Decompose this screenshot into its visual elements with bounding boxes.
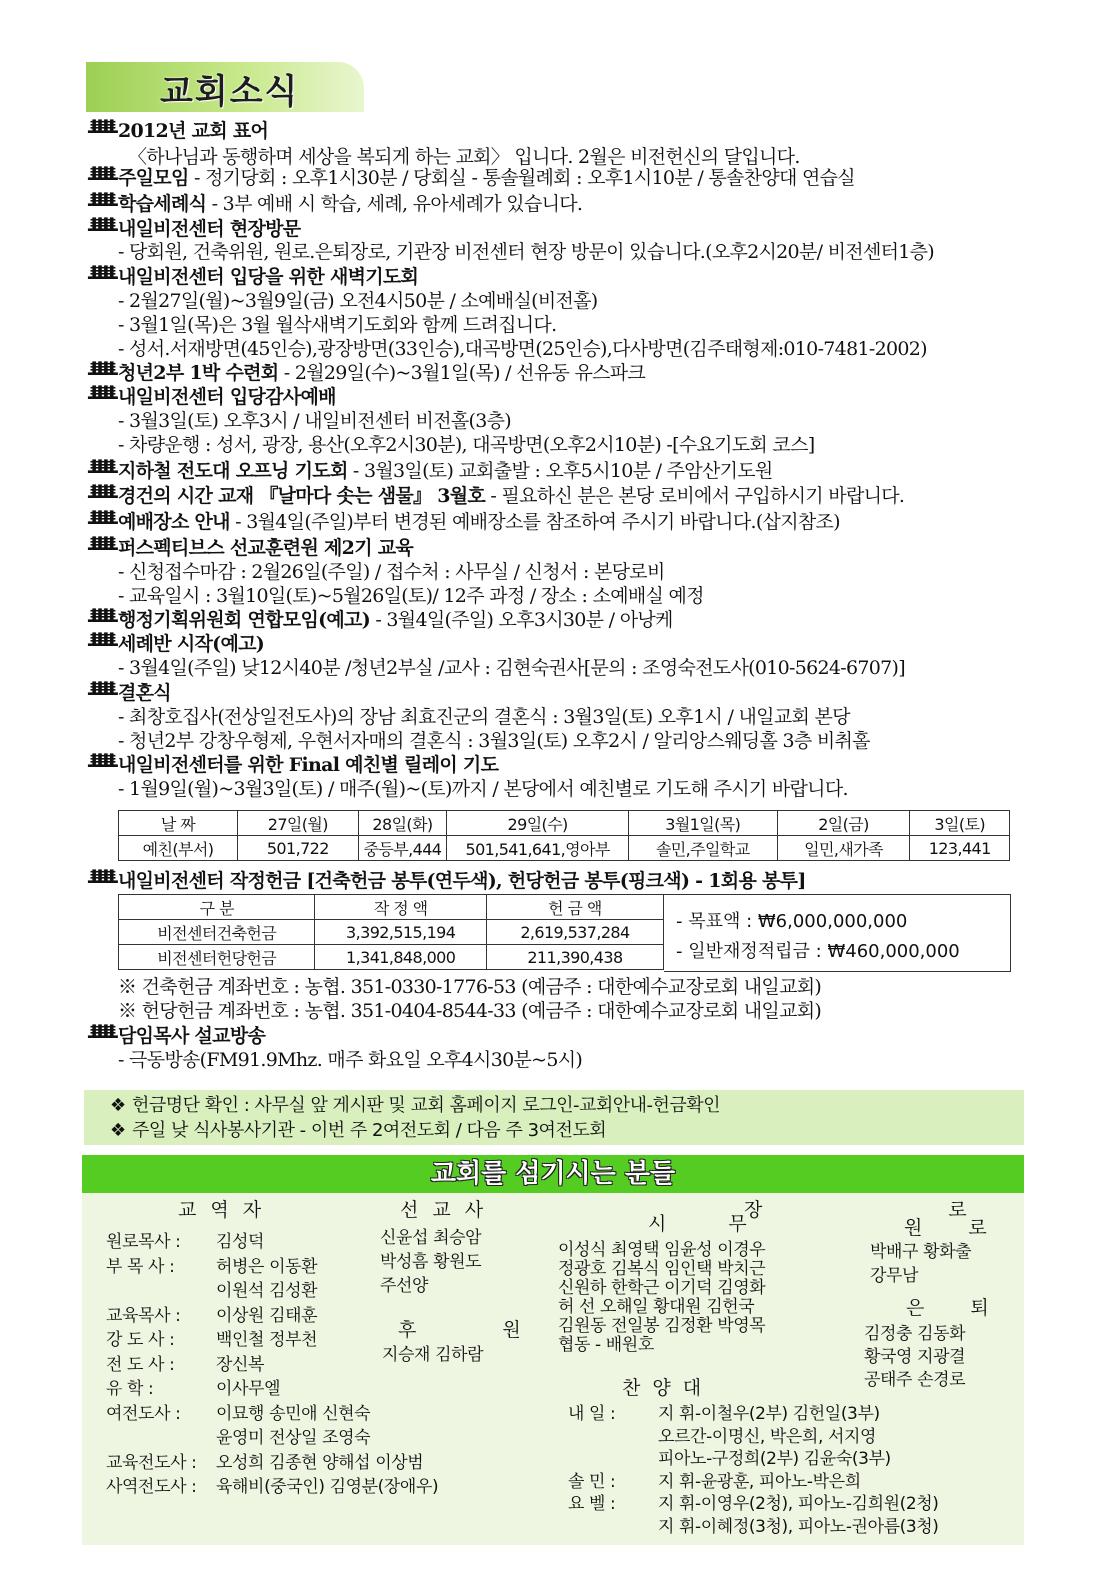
news-text (118, 165, 855, 191)
minister-names: 장신복 (216, 1354, 265, 1375)
relay-header-cell: 3일(토) (910, 811, 1010, 836)
ruler-icon: ᚙ (88, 754, 117, 776)
pledge-cell: 3,392,515,194 (315, 920, 486, 945)
relay-header-cell: 28일(화) (358, 811, 447, 836)
notice-item: ❖ 헌금명단 확인 : 사무실 앞 게시판 및 교회 홈페이지 로그인-교회안내-헌금확인 (132, 1093, 720, 1119)
ruler-icon: ᚙ (88, 633, 117, 655)
minister-role: 여전도사 : (106, 1403, 181, 1424)
retired-heading: 은 퇴 (906, 1297, 1009, 1319)
news-detail: - 3월3일(토) 오후3시 / 내일비전센터 비전홀(3층) (118, 410, 511, 432)
diamond-bullet-icon: ❖ (110, 1120, 126, 1141)
ruler-icon: ᚙ (88, 537, 117, 559)
choir-name: 솔 민 : (568, 1471, 616, 1492)
dedication-account: ※ 헌당헌금 계좌번호 : 농협. 351-0404-8544-33 (예금주 : 대한예수교장로회 내일교회) (118, 1000, 822, 1022)
choir-name: 요 벨 : (568, 1494, 616, 1514)
relay-cell: 중등부,444 (358, 836, 447, 861)
news-detail: - 1월9일(월)~3월3일(토) / 매주(월)~(토)까지 / 본당에서 예친별로 기도해 주시기 바랍니다. (118, 778, 848, 800)
ruler-icon: ᚙ (88, 460, 117, 482)
retired-names: 김정충 김동화 (864, 1324, 966, 1344)
pledge-cell: 211,390,438 (486, 945, 663, 970)
news-heading: 내일비전센터 입당을 위한 새벽기도회 (118, 266, 419, 288)
news-text (118, 264, 418, 290)
notice-item: ❖ 주일 낮 식사봉사기관 - 이번 주 2여전도회 / 다음 주 3여전도회 (132, 1118, 606, 1144)
ruler-icon: ᚙ (88, 870, 117, 892)
news-detail: - 2월27일(월)~3월9일(금) 오전4시50분 / 소예배실(비전홀) (118, 290, 598, 312)
relay-header-cell: 27일(월) (238, 811, 359, 836)
news-heading: 퍼스펙티브스 선교훈련원 제2기 교육 (118, 537, 414, 559)
ruler-icon: ᚙ (88, 511, 117, 533)
servants-panel (82, 1193, 1057, 1545)
notice-box (84, 1090, 1024, 1145)
ruler-icon: ᚙ (88, 362, 117, 384)
pledge-heading: 내일비전센터 작정헌금 [건축헌금 봉투(연두색), 헌당헌금 봉투(핑크색) - 1회용 봉투] (118, 870, 806, 892)
news-text (118, 680, 171, 706)
news-text (118, 458, 773, 484)
ruler-icon: ᚙ (88, 682, 117, 704)
news-heading: 내일비전센터를 위한 Final 예친별 릴레이 기도 (118, 754, 499, 776)
minister-names: 이사무엘 (216, 1379, 281, 1399)
news-detail: - 3월4일(주일)부터 변경된 예배장소를 참조하여 주시기 바랍니다.(삽지참조) (229, 511, 840, 533)
emeritus-names: 강무남 (870, 1266, 919, 1286)
elder-names: 김원동 전일봉 김정환 박영목 (558, 1316, 766, 1336)
emeritus-heading: 원 로 (904, 1217, 1007, 1239)
news-detail: - 신청접수마감 : 2월26일(주일) / 접수처 : 사무실 / 신청서 : 본당로비 (118, 561, 665, 583)
news-heading: 학습세례식 (118, 193, 207, 215)
news-heading: 내일비전센터 입당감사예배 (118, 386, 336, 408)
news-detail: - 차량운행 : 성서, 광장, 용산(오후2시30분), 대곡방면(오후2시10분) -[수요기도회 코스] (118, 434, 815, 456)
news-text (118, 191, 582, 217)
minister-role: 사역전도사 : (106, 1477, 197, 1497)
news-detail: - 3월1일(목)은 3월 월삭새벽기도회와 함께 드려집니다. (118, 314, 557, 336)
pledge-goals (664, 894, 1011, 972)
minister-names: 이묘행 송민애 신현숙 (216, 1403, 371, 1424)
news-detail: - 청년2부 강창우형제, 우현서자매의 결혼식 : 3월3일(토) 오후2시 / 알리앙스웨딩홀 3층 비취홀 (118, 730, 870, 752)
pledge-cell: 1,341,848,000 (315, 945, 486, 970)
section-title: 교회소식 (160, 72, 300, 112)
relay-header-cell: 29일(수) (447, 811, 629, 836)
news-text (118, 483, 904, 509)
relay-cell: 솔민,주일학교 (628, 836, 777, 861)
ruler-icon: ᚙ (88, 218, 117, 240)
news-heading: 경건의 시간 교재 『날마다 솟는 샘물』 3월호 (118, 485, 486, 507)
choir-detail: 지 휘-이혜정(3청), 피아노-권아름(3청) (658, 1516, 939, 1537)
ruler-icon: ᚙ (88, 1025, 117, 1047)
elder-names: 이성식 최영택 임윤성 이경우 (558, 1240, 766, 1260)
news-text (118, 384, 336, 410)
support-heading: 후 원 (398, 1319, 561, 1341)
pledge-header-cell: 작 정 액 (315, 895, 486, 920)
relay-cell: 일민,새가족 (777, 836, 910, 861)
news-text (118, 118, 268, 144)
elders-heading: 장 로 (744, 1199, 1057, 1221)
news-text (118, 631, 264, 657)
news-heading: 결혼식 (118, 682, 171, 704)
building-account: ※ 건축헌금 계좌번호 : 농협. 351-0330-1776-53 (예금주 : 대한예수교장로회 내일교회) (118, 976, 822, 998)
savings-amount: - 일반재정적립금 : ₩460,000,000 (676, 941, 960, 962)
news-detail: - 성서.서재방면(45인승),광장방면(33인승),대곡방면(25인승),다사방면(김주태형제:010-7481-2002) (118, 338, 927, 360)
support-names: 지승재 김하람 (382, 1345, 484, 1365)
news-heading: 지하철 전도대 오프닝 기도회 (118, 460, 348, 482)
pledge-header-cell: 구 분 (119, 895, 315, 920)
relay-header-cell: 2일(금) (777, 811, 910, 836)
ministers-heading: 교역자 (178, 1199, 276, 1221)
retired-names: 공태주 손경로 (864, 1370, 966, 1390)
news-detail: - 당회원, 건축위원, 원로.은퇴장로, 기관장 비전센터 현장 방문이 있습니다.(오후2시20분/ 비전센터1층) (118, 241, 935, 263)
news-detail: - 3월4일(주일) 오후3시30분 / 아낭케 (370, 609, 673, 631)
ruler-icon: ᚙ (88, 167, 117, 189)
relay-prayer-table (118, 810, 1010, 861)
news-detail: - 3월4일(주일) 낮12시40분 /청년2부실 /교사 : 김현숙권사[문의 : 조영숙전도사(010-5624-6707)] (118, 657, 905, 679)
news-detail: - 3월3일(토) 교회출발 : 오후5시10분 / 주암산기도원 (347, 460, 773, 482)
minister-names: 오성희 김종현 양해섭 이상범 (216, 1452, 424, 1473)
ruler-icon: ᚙ (88, 609, 117, 631)
pledge-table (118, 894, 664, 970)
choir-detail: 지 휘-이영우(2청), 피아노-김희원(2청) (658, 1494, 939, 1514)
servants-title: 교회를 섬기시는 분들 (430, 1159, 676, 1189)
news-heading: 내일비전센터 현장방문 (118, 218, 301, 240)
minister-names: 백인철 정부천 (216, 1330, 318, 1350)
pledge-cell: 비전센터헌당헌금 (119, 945, 315, 970)
minister-names: 이상원 김태훈 (216, 1305, 318, 1326)
news-heading: 행정기획위원회 연합모임(예고) (118, 609, 370, 631)
minister-names: 육해비(중국인) 김영분(장애우) (216, 1477, 439, 1497)
news-detail: - 정기당회 : 오후1시30분 / 당회실 - 통솔월례회 : 오후1시10분 / 통솔찬양대 연습실 (188, 167, 855, 189)
missionary-heading: 선교사 (400, 1199, 498, 1221)
news-text (118, 509, 840, 535)
pledge-header-cell: 헌 금 액 (486, 895, 663, 920)
broadcast-text: - 극동방송(FM91.9Mhz. 매주 화요일 오후4시30분~5시) (118, 1049, 583, 1071)
news-detail: - 2월29일(수)~3월1일(목) / 선유동 유스파크 (278, 362, 646, 384)
ruler-icon: ᚙ (88, 266, 117, 288)
minister-role: 부 목 사 : (106, 1256, 175, 1277)
choir-detail: 지 휘-윤광훈, 피아노-박은희 (658, 1471, 861, 1492)
elder-names: 정광호 김복식 임인택 박치근 (558, 1259, 766, 1279)
missionary-names: 주선양 (380, 1276, 429, 1296)
elder-names: 신원하 한학근 이기덕 김영화 (558, 1278, 766, 1298)
missionary-names: 박성흠 황원도 (380, 1252, 482, 1272)
minister-names: 김성덕 (216, 1232, 265, 1252)
news-heading: 예배장소 안내 (118, 511, 230, 533)
minister-names: 이원석 김성환 (216, 1281, 318, 1301)
news-detail: - 필요하신 분은 본당 로비에서 구입하시기 바랍니다. (485, 485, 905, 507)
news-detail: 〈하나님과 동행하며 세상을 복되게 하는 교회〉 입니다. 2월은 비전헌신의 달입니다. (128, 146, 800, 168)
minister-role: 원로목사 : (106, 1232, 181, 1252)
active-heading: 시 무 (648, 1213, 775, 1235)
news-heading: 2012년 교회 표어 (118, 120, 269, 142)
news-text (118, 607, 673, 633)
ruler-icon: ᚙ (88, 193, 117, 215)
relay-header-cell: 3월1일(목) (628, 811, 777, 836)
relay-cell: 501,722 (238, 836, 359, 861)
elder-names: 협동 - 배원호 (558, 1335, 654, 1355)
relay-cell: 예친(부서) (119, 836, 238, 861)
minister-role: 유 학 : (106, 1379, 154, 1399)
choir-name: 내 일 : (568, 1404, 616, 1424)
news-text (118, 752, 498, 778)
relay-header-cell: 날 짜 (119, 811, 238, 836)
emeritus-names: 박배구 황화출 (870, 1242, 972, 1262)
minister-role: 강 도 사 : (106, 1330, 175, 1350)
goal-amount: - 목표액 : ₩6,000,000,000 (676, 911, 908, 932)
pledge-cell: 비전센터건축헌금 (119, 920, 315, 945)
news-heading: 청년2부 1박 수련회 (118, 362, 279, 384)
minister-role: 전 도 사 : (106, 1354, 175, 1375)
news-heading: 주일모임 (118, 167, 189, 189)
relay-cell: 123,441 (910, 836, 1010, 861)
news-text (118, 360, 645, 386)
elder-names: 허 선 오해일 황대원 김헌국 (558, 1297, 755, 1317)
ruler-icon: ᚙ (88, 386, 117, 408)
relay-cell: 501,541,641,영아부 (447, 836, 629, 861)
ruler-icon: ᚙ (88, 120, 117, 142)
choir-detail: 오르간-이명신, 박은희, 서지영 (658, 1426, 877, 1447)
missionary-names: 신윤섭 최승암 (380, 1228, 482, 1248)
news-heading: 세례반 시작(예고) (118, 633, 265, 655)
pledge-cell: 2,619,537,284 (486, 920, 663, 945)
broadcast-title: 담임목사 설교방송 (118, 1025, 266, 1047)
retired-names: 황국영 지광결 (864, 1347, 966, 1367)
diamond-bullet-icon: ❖ (110, 1095, 126, 1116)
choir-detail: 지 휘-이철우(2부) 김헌일(3부) (658, 1404, 880, 1424)
choir-detail: 피아노-구정희(2부) 김윤숙(3부) (658, 1449, 891, 1469)
news-text (118, 535, 413, 561)
minister-role: 교육전도사 : (106, 1452, 197, 1473)
minister-names: 허병은 이동환 (216, 1256, 318, 1277)
news-detail: - 3부 예배 시 학습, 세례, 유아세례가 있습니다. (206, 193, 583, 215)
minister-names: 윤영미 전상일 조영숙 (216, 1428, 371, 1448)
news-detail: - 교육일시 : 3월10일(토)~5월26일(토)/ 12주 과정 / 장소 : 소예배실 예정 (118, 585, 704, 607)
minister-role: 교육목사 : (106, 1305, 181, 1326)
choir-heading: 찬양대 (622, 1377, 714, 1399)
ruler-icon: ᚙ (88, 485, 117, 507)
news-detail: - 최창호집사(전상일전도사)의 장남 최효진군의 결혼식 : 3월3일(토) 오후1시 / 내일교회 본당 (118, 706, 850, 728)
